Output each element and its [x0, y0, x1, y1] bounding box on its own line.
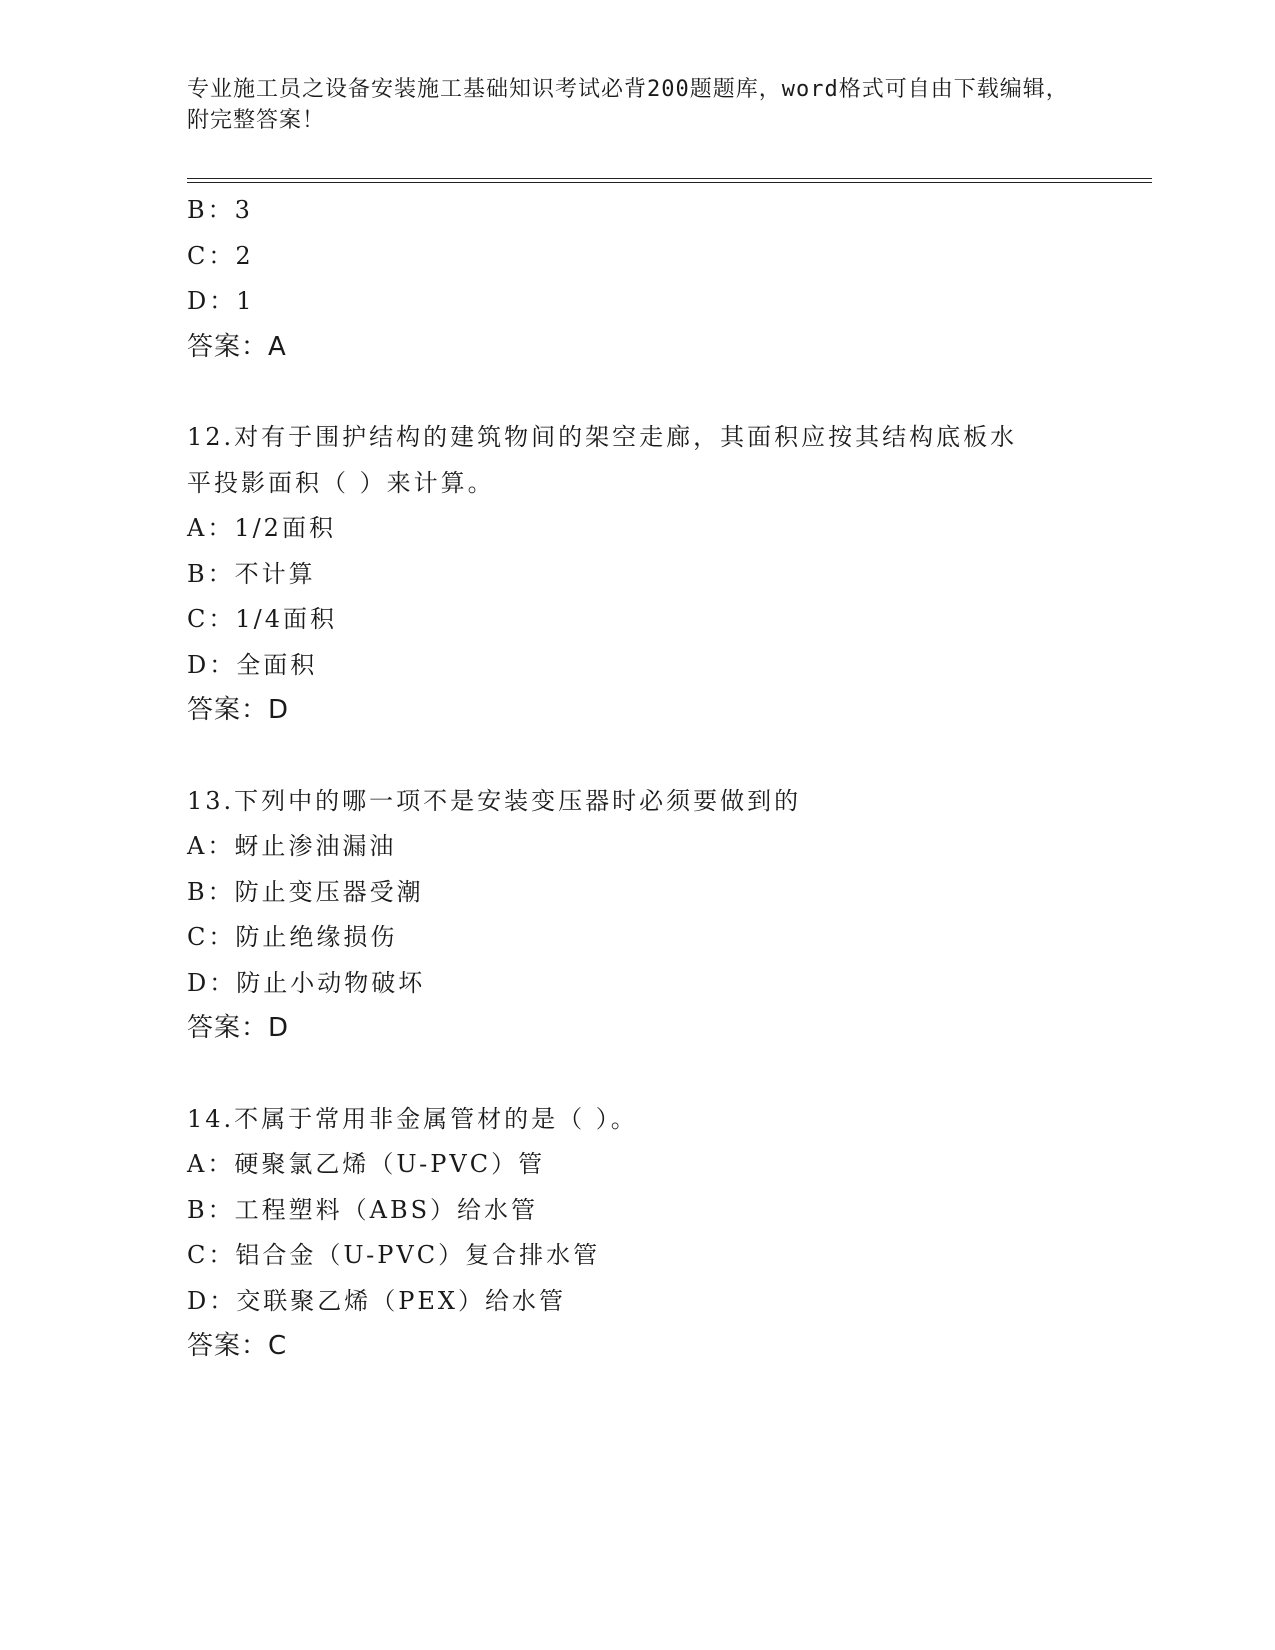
option-d: D：全面积: [187, 650, 318, 679]
question-12: [187, 415, 1087, 734]
header-rule-top: [187, 178, 1152, 179]
question-text-continued: 平投影面积（ ）来计算。: [187, 468, 495, 497]
answer-line: 答案：D: [187, 1013, 290, 1043]
question-text: 12.对有于围护结构的建筑物间的架空走廊，其面积应按其结构底板水: [187, 423, 1018, 451]
carryover-question: [187, 188, 1087, 370]
question-text: 14.不属于常用非金属管材的是（ ）。: [187, 1104, 638, 1133]
option-b: B：不计算: [187, 559, 316, 588]
option-c: C：2: [187, 241, 254, 270]
page-header: 专业施工员之设备安装施工基础知识考试必背200题题库，word格式可自由下载编辑，附完整答案！: [187, 77, 1069, 133]
question-14: [187, 1097, 1087, 1370]
option-d: D：交联聚乙烯（PEX）给水管: [187, 1286, 566, 1315]
option-a: A：1/2面积: [187, 514, 336, 542]
option-b: B：工程塑料（ABS）给水管: [187, 1195, 539, 1224]
option-a: A：硬聚氯乙烯（U-PVC）管: [187, 1150, 546, 1178]
option-d: D：1: [187, 287, 255, 315]
option-c: C：铝合金（U-PVC）复合排水管: [187, 1241, 601, 1269]
answer-line: 答案：C: [187, 1331, 288, 1361]
header-rule-bottom: [187, 182, 1152, 183]
option-a: A：蚜止渗油漏油: [187, 832, 397, 860]
option-d: D：防止小动物破坏: [187, 968, 426, 997]
option-c: C：1/4面积: [187, 605, 337, 633]
option-b: B：防止变压器受潮: [187, 877, 424, 906]
question-text: 13.下列中的哪一项不是安装变压器时必须要做到的: [187, 786, 802, 815]
answer-line: 答案：A: [187, 331, 287, 362]
question-13: [187, 779, 1087, 1052]
option-c: C：防止绝缘损伤: [187, 923, 398, 951]
option-b: B：3: [187, 196, 253, 224]
answer-line: 答案：D: [187, 695, 290, 725]
question-list: [187, 188, 1087, 1370]
